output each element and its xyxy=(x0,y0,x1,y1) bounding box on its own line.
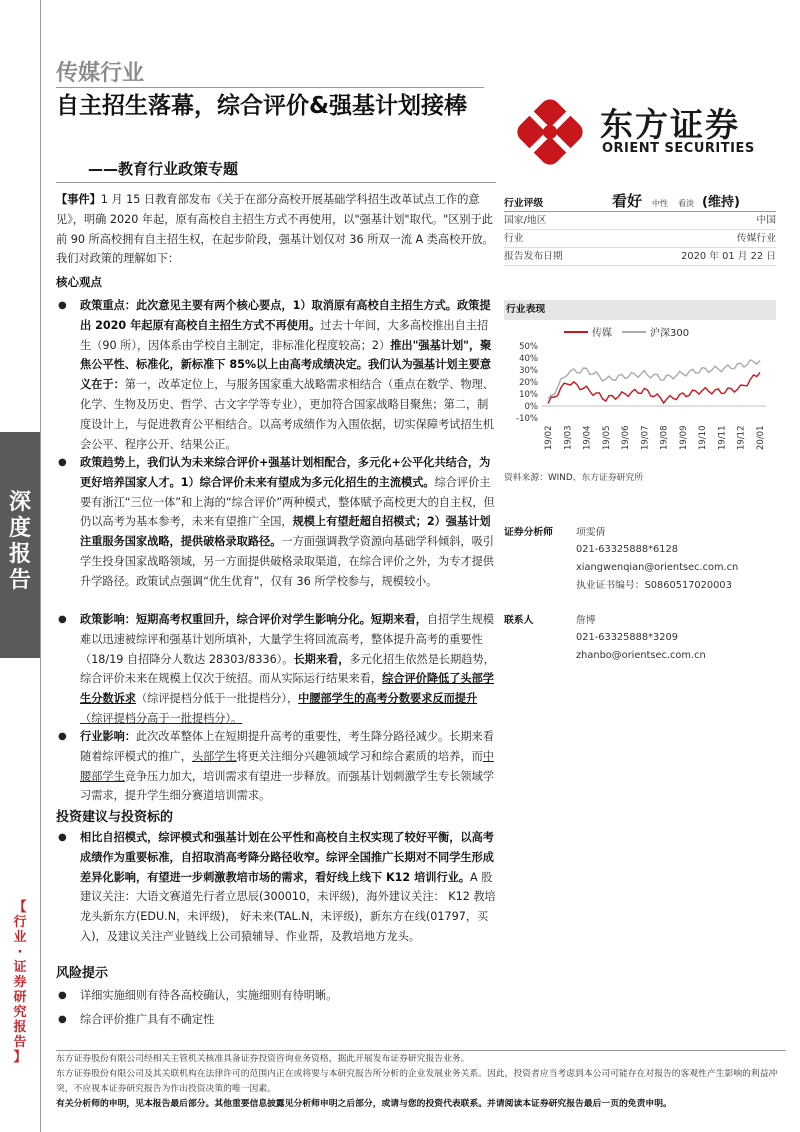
point-1: 政策重点：此次意见主要有两个核心要点，1）取消原有高校自主招生方式。政策提出 2020 年起原有高校自主招生方式不再使用。过去十年间，大多高校推出自主招生（90 所），因体系由学校自主制定，非标准化程度较高；2）推出"强基计划"，聚焦公平性、标准化，新标准下 85%以上由高考成绩决定。我们认为强基计划主要意义在于：第一，改革定位上，与服务国家重大战略需求相结合（重点在数学、物理、化学、生物及历史、哲学、古文字学等专业），更加符合国家战略目聚焦；第二，制度设计上，与促进教育公平相结合。以高考成绩作为入围依据，切实保障考试招生机会公平、程序公开、结果公正。 xyxy=(80,299,494,451)
x-tick-label: 19/08 xyxy=(659,425,670,450)
y-tick-label: 30% xyxy=(519,366,538,376)
event-text: 1 月 15 日教育部发布《关于在部分高校开展基础学科招生改革试点工作的意见》，明确 2020 年起，原有高校自主招生方式不再使用，以"强基计划"取代。"区别于此前 90 所高校拥有自主招生权，在起步阶段，强基计划仅对 36 所双一流 A 类高校开放。我们对政策的理解如下： xyxy=(56,193,494,266)
x-tick-label: 20/01 xyxy=(756,425,766,450)
point-4: 行业影响：此次改革整体上在短期提升高考的重要性，考生降分路径减少。长期来看随着综评模式的推广，头部学生将更关注细分兴趣领域学习和综合素质的培养，而中腰部学生竞争压力加大，培训需求有望进一步释放。而强基计划刺激学生专长领域学习需求，提升学生细分赛道培训需求。 xyxy=(80,730,494,803)
y-tick-label: -10% xyxy=(516,414,538,424)
analyst-name: 项雯倩 xyxy=(576,527,606,538)
contact-tel: 021-63325888*3209 xyxy=(576,632,678,643)
risk-1: 详细实施细则有待各高校确认，实施细则有待明晰。 xyxy=(80,989,338,1002)
rating-panel xyxy=(504,190,776,266)
rating-row xyxy=(504,190,776,212)
point-3: 政策影响：短期高考权重回升，综合评价对学生影响分化。短期来看，自招学生规模难以迅速被综评和强基计划所填补，大量学生将回流高考，整体提升高考的重要性（18/19 自招降分人数达 28303/8336）。长期来看，多元化招生依然是长期趋势，综合评价未来在规模上仅次于统招。而从实际运行结果来看，综合评价降低了头部学生分数诉求（综评提档分低于一批提档分），中腰部学生的高考分数要求反而提升（综评提档分高于一批提档分）。 xyxy=(80,613,495,725)
x-tick-label: 19/02 xyxy=(544,425,554,450)
sidebar-label-deep-report: 深 度 报 告 xyxy=(8,490,31,593)
y-tick-label: 10% xyxy=(519,390,538,400)
analyst-cert: 执业证书编号：S0860517020003 xyxy=(576,580,732,591)
perf-chart xyxy=(504,322,774,462)
event-tag: 【事件】 xyxy=(56,193,101,206)
footer xyxy=(56,1052,786,1112)
section-risk: 风险提示 xyxy=(56,966,109,981)
legend-media: 传媒 xyxy=(592,328,612,339)
x-tick-label: 19/07 xyxy=(640,425,651,450)
footer-line-2: 东方证券股份有限公司及其关联机构在法律许可的范围内正在或将要与本研究报告所分析的企业发展业务关系。因此，投资者应当考虑到本公司可能存在对报告的客观性产生影响的利益冲突，不应视本证券研究报告为作出投资决策的唯一因素。 xyxy=(56,1069,778,1094)
rating-main: 看好 xyxy=(612,192,643,210)
footer-line-3: 有关分析师的申明，见本报告最后部分。其他重要信息披露见分析师申明之后部分，或请与您的投资代表联系。并请阅读本证券研究报告最后一页的免责申明。 xyxy=(56,1099,672,1109)
rating-neutral: 中性 xyxy=(652,199,669,208)
x-tick-label: 19/05 xyxy=(601,425,612,450)
x-tick-label: 19/09 xyxy=(678,425,689,450)
report-subtitle: ——教育行业政策专题 xyxy=(88,160,239,178)
point-2: 政策趋势上，我们认为未来综合评价+强基计划相配合，多元化+公平化共结合，为更好培养国家人才。1）综合评价未来有望成为多元化招生的主流模式。综合评价主要有浙江“三位一体”和上海的“综合评价”两种模式，整体赋予高校更大的自主权，但仍以高考为基本参考，未来有望推广全国，规模上有望赶超自招模式；2）强基计划注重服务国家战略，提供破格录取路径。一方面强调教学资源向基础学科倾斜，吸引学生投身国家战略领域，另一方面提供破格录取渠道，在综合评价之外，为专才提供升学路径。政策试点强调“优生优育”，仅有 36 所学校参与，规模较小。 xyxy=(80,456,495,588)
section-core: 核心观点 xyxy=(56,275,102,289)
analyst-1 xyxy=(504,524,776,595)
analyst-tel: 021-63325888*6128 xyxy=(576,544,678,555)
perf-title: 行业表现 xyxy=(504,300,776,320)
contact-role: 联系人 xyxy=(504,615,534,626)
sidebar xyxy=(0,0,40,1132)
contact-email[interactable]: zhanbo@orientsec.com.cn xyxy=(576,650,706,661)
report-title: 自主招生落幕，综合评价&强基计划接棒 xyxy=(56,93,468,119)
rating-info-row: 报告发布日期 2020 年 01 月 22 日 xyxy=(504,248,776,266)
industry-label: 传媒行业 xyxy=(56,61,145,86)
logo-en: ORIENT SECURITIES xyxy=(602,141,755,156)
y-tick-label: 20% xyxy=(519,378,538,388)
analyst-email[interactable]: xiangwenqian@orientsec.com.cn xyxy=(576,562,739,573)
y-tick-label: 0% xyxy=(524,402,538,412)
rating-bear: 看淡 xyxy=(678,199,695,208)
contact-name: 詹博 xyxy=(576,615,596,626)
y-tick-label: 40% xyxy=(519,354,538,364)
x-tick-label: 19/03 xyxy=(563,425,574,450)
logo-cn: 东方证券 xyxy=(600,105,740,144)
point-5: 相比自招模式，综评模式和强基计划在公平性和高校自主权实现了较好平衡，以高考成绩作为重要标准，自招取消高考降分路径收窄。综评全国推广长期对不同学生形成差异化影响，有望进一步刺激教培市场的需求，看好线上线下 K12 培训行业。A 股建议关注：大语文赛道先行者立思辰(300010，未评级)，海外建议关注： K12 教培龙头新东方(EDU.N，未评级)， 好未来(TAL.N，未评级)，新东方在线(01797，买入)，及建议关注产业链线上公司猿辅导、作业帮，及教培地方龙头。 xyxy=(80,831,496,943)
company-logo xyxy=(516,95,786,170)
analyst-role: 证券分析师 xyxy=(504,527,553,538)
x-tick-label: 19/06 xyxy=(621,425,632,450)
analyst-2 xyxy=(504,612,776,665)
section-invest: 投资建议与投资标的 xyxy=(56,810,174,825)
risk-2: 综合评价推广具有不确定性 xyxy=(80,1013,215,1026)
legend-hs300: 沪深300 xyxy=(650,328,690,339)
event-paragraph xyxy=(56,190,496,269)
series-line-media xyxy=(548,372,760,403)
footer-line-1: 东方证券股份有限公司经相关主管机关核准具备证券投资咨询业务资格，据此开展发布证券研究报告业务。 xyxy=(56,1054,470,1064)
x-tick-label: 19/11 xyxy=(717,425,728,450)
rating-info-row: 行业 传媒行业 xyxy=(504,230,776,248)
perf-source: 资料来源：WIND、东方证券研究所 xyxy=(504,473,644,483)
rating-keep: (维持) xyxy=(702,195,740,210)
series-line-hs300 xyxy=(548,360,760,399)
rating-label: 行业评级 xyxy=(504,198,544,209)
y-tick-label: 50% xyxy=(519,342,538,352)
rating-info-row: 国家/地区 中国 xyxy=(504,212,776,230)
x-tick-label: 19/04 xyxy=(582,425,593,450)
x-tick-label: 19/10 xyxy=(698,425,709,450)
x-tick-label: 19/12 xyxy=(736,425,747,450)
sidebar-label-industry: 【 行 业 · 证 券 研 究 报 告 】 xyxy=(13,900,27,1065)
